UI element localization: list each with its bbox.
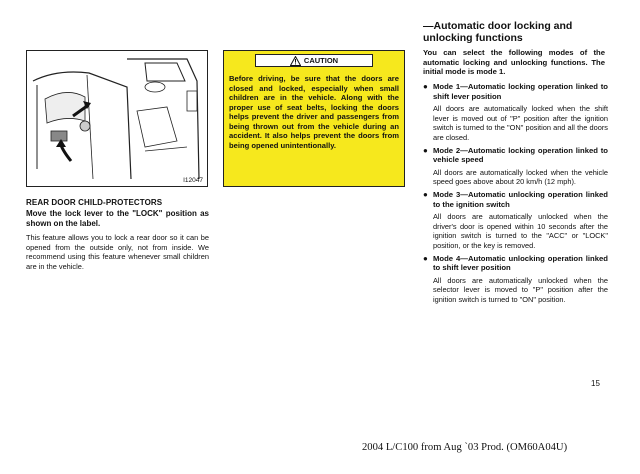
section-title: REAR DOOR CHILD-PROTECTORS bbox=[26, 198, 163, 207]
mode-title: Mode 3—Automatic unlocking operation linked to the ignition switch bbox=[433, 189, 608, 209]
caution-text: Before driving, be sure that the doors are closed and locked, especially when small children are in the vehicle. Along with the proper use of seat belts, locking the doors helps prevent the driver and passengers from being thrown out from the vehicle during an accident. It also helps prevent the doors from being opened unintentionally. bbox=[229, 74, 399, 150]
caution-label: CAUTION bbox=[303, 56, 339, 65]
bullet-icon: ● bbox=[423, 145, 428, 155]
caution-header bbox=[255, 54, 373, 67]
section-heading: —Automatic door locking and unlocking functions bbox=[423, 20, 573, 44]
bullet-icon: ● bbox=[423, 189, 428, 199]
intro-paragraph: You can select the following modes of the automatic locking and unlocking functions. The initial mode is mode 1. bbox=[423, 48, 605, 77]
mode-list bbox=[423, 82, 608, 307]
door-illustration bbox=[26, 50, 208, 187]
caution-box bbox=[223, 50, 405, 187]
mode-description: All doors are automatically unlocked when the selector lever is moved to "P" position after the ignition switch is turned to "ON" position. bbox=[433, 275, 608, 304]
mode-description: All doors are automatically locked when the vehicle speed goes above about 20 km/h (12 mph). bbox=[433, 167, 608, 187]
mode-title: Mode 4—Automatic unlocking operation linked to shift lever position bbox=[433, 253, 608, 273]
mode-description: All doors are automatically locked when the shift lever is moved out of "P" position after the ignition switch is turned to the "ON" position and all the doors are closed. bbox=[433, 104, 608, 142]
door-lock-lever-illustration bbox=[27, 51, 207, 186]
list-item bbox=[423, 190, 608, 251]
figure-code: I12047 bbox=[183, 177, 203, 184]
footer-text: 2004 L/C100 from Aug `03 Prod. (OM60A04U) bbox=[362, 442, 568, 453]
list-item bbox=[423, 146, 608, 187]
list-item bbox=[423, 82, 608, 143]
bullet-icon: ● bbox=[423, 82, 428, 91]
mode-description: All doors are automatically unlocked when the driver's door is opened within 10 seconds after the ignition switch is turned to the "ACC" or "LOCK" position, or the key is removed. bbox=[433, 212, 608, 250]
mode-title: Mode 2—Automatic locking operation linked to vehicle speed bbox=[433, 145, 608, 165]
page-number: 15 bbox=[591, 379, 600, 388]
warning-triangle-icon bbox=[290, 56, 301, 66]
mode-title: Mode 1—Automatic locking operation linked to shift lever position bbox=[433, 82, 608, 101]
bullet-icon: ● bbox=[423, 253, 428, 263]
lead-instruction: Move the lock lever to the "LOCK" position as shown on the label. bbox=[26, 209, 209, 228]
list-item bbox=[423, 254, 608, 305]
lead-body: This feature allows you to lock a rear door so it can be opened from the outside only, not from inside. We recommend using this feature whenever small children are in the vehicle. bbox=[26, 233, 209, 271]
